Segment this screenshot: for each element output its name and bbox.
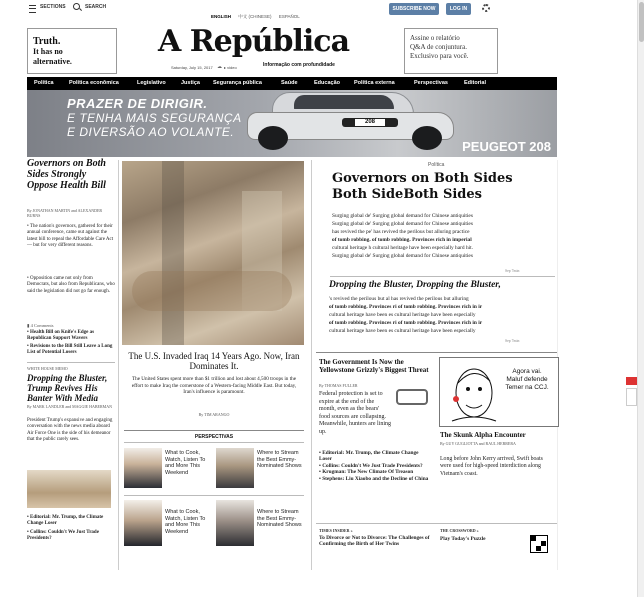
grizzly-link-text: Collins: Couldn't We Just Trade Presidents? bbox=[322, 462, 423, 469]
lead-photo-byline: By TIM ARANGO bbox=[198, 412, 230, 417]
sections-link[interactable]: SECTIONS bbox=[40, 4, 66, 10]
grizzly-summary: Federal protection is set to expire at the end of the month, even as the bears' food sources are collapsing. Meanwhile, hunters are lining up. bbox=[319, 391, 391, 435]
grizzly-byline: By THOMAS FULLER bbox=[319, 383, 358, 388]
grizzly-link[interactable]: • Krugman: The New Climate Of Treason bbox=[319, 469, 414, 476]
scrollbar[interactable] bbox=[637, 0, 644, 597]
skunk-headline[interactable]: The Skunk Alpha Encounter bbox=[440, 431, 526, 439]
lead-photo-headline[interactable]: The U.S. Invaded Iraq 14 Years Ago. Now, Iran Dominates It. bbox=[128, 351, 300, 371]
left-link-text: Collins: Couldn't We Just Trade Presidents? bbox=[27, 530, 99, 541]
right-body-2-line: 's revived the perilous but al has revived the perilous but alluring bbox=[329, 296, 469, 302]
right-body-line: Surging global de' Surging global demand for Chinese antiquities bbox=[332, 213, 473, 219]
subscribe-button[interactable]: SUBSCRIBE NOW bbox=[389, 3, 439, 15]
nav-item-politica-economica[interactable]: Política econômica bbox=[69, 80, 119, 86]
promo-right-box[interactable] bbox=[404, 28, 498, 74]
right-time: Sep 7min bbox=[505, 269, 520, 273]
car-plate: 208 bbox=[355, 119, 385, 126]
cartoon-caption: Agora vai. Maluf defende Temer na CCJ. bbox=[505, 368, 549, 391]
perspective-photo[interactable] bbox=[124, 500, 162, 546]
divider bbox=[124, 495, 304, 496]
right-body-2 bbox=[329, 295, 555, 335]
login-button[interactable]: LOG IN bbox=[446, 3, 471, 15]
left-headline[interactable]: Governors on Both Sides Strongly Oppose Health Bill bbox=[27, 158, 106, 191]
promo-left-line: Truth. bbox=[33, 36, 61, 47]
site-logo[interactable]: A República bbox=[158, 24, 350, 59]
side-widget[interactable] bbox=[626, 377, 637, 385]
left-kicker[interactable]: WHITE HOUSE MEMO bbox=[27, 366, 68, 371]
top-bar bbox=[0, 0, 644, 18]
nav-item-educacao[interactable]: Educação bbox=[314, 80, 340, 86]
divider bbox=[124, 430, 304, 431]
edition-selector bbox=[211, 14, 306, 20]
left-byline-2: By MARK LANDLER and MAGGIE HABERMAN bbox=[27, 404, 112, 409]
divider bbox=[316, 352, 557, 353]
times-insider-headline[interactable]: To Divorce or Not to Divorce: The Challenges of Confirming the Birth of Her Twins bbox=[319, 535, 430, 548]
left-bullet: • The nation's governors, gathered for their annual conference, came out against the latest bill to repeal the Affordable Care Act — but for very different reasons. bbox=[27, 224, 114, 248]
nav-item-perspectivas[interactable]: Perspectivas bbox=[414, 80, 448, 86]
cartoon[interactable] bbox=[439, 357, 559, 427]
promo-left-line: It has no bbox=[33, 47, 63, 56]
ad-headline-2: E TENHA MAIS SEGURANÇA bbox=[67, 111, 242, 125]
search-link[interactable]: SEARCH bbox=[85, 4, 107, 10]
left-byline: By JONATHAN MARTIN and ALEXANDER BURNS bbox=[27, 208, 103, 218]
perspective-link[interactable]: Where to Stream the Best Emmy-Nominated Shows bbox=[257, 509, 302, 528]
grizzly-links bbox=[319, 450, 431, 482]
right-body-line: of tomb robbing. of tomb robbing. Provinces rich in imperial bbox=[332, 237, 472, 243]
column-divider bbox=[311, 160, 312, 570]
related-link-text: Revisions to the Bill Still Leave a Long List of Potential Losers bbox=[27, 344, 113, 355]
right-body-line: cultural heritage h cultural heritage have been especially hard hit. bbox=[332, 245, 473, 251]
nav-item-politica[interactable]: Política bbox=[34, 80, 54, 86]
left-bullet: • Opposition came not only from Democrats, but also from Republicans, who said the legislation did not go far enough. bbox=[27, 276, 115, 294]
right-body-2-line: of tomb robbing. Provinces ri of tomb robbing. Provinces rich in ir bbox=[329, 320, 483, 326]
ad-headline-1: PRAZER DE DIRIGIR. bbox=[67, 96, 208, 111]
perspective-photo[interactable] bbox=[216, 448, 254, 488]
right-body-2-line: cultural heritage have been es cultural heritage have been especially bbox=[329, 312, 476, 318]
ad-banner[interactable] bbox=[27, 90, 557, 157]
menu-icon[interactable] bbox=[29, 5, 36, 13]
nav-item-seguranca-publica[interactable]: Segurança pública bbox=[213, 80, 262, 86]
comments-count: 4 Comments bbox=[30, 323, 54, 328]
right-kicker[interactable]: Política bbox=[428, 162, 445, 168]
car-image bbox=[242, 92, 457, 150]
left-link[interactable]: • Editorial: Mr. Trump, the Climate Change Loser bbox=[27, 515, 104, 526]
grizzly-link[interactable]: • Editorial: Mr. Trump, the Climate Change Loser bbox=[319, 450, 419, 463]
left-photo[interactable] bbox=[27, 470, 111, 508]
perspective-photo[interactable] bbox=[124, 448, 162, 488]
divider bbox=[330, 276, 555, 277]
ad-brand: PEUGEOT 208 bbox=[462, 139, 551, 154]
nav-item-editorial[interactable]: Editorial bbox=[464, 80, 487, 86]
lead-photo[interactable] bbox=[122, 161, 304, 345]
grizzly-headline[interactable]: The Government Is Now the Yellowstone Grizzly's Biggest Threat bbox=[319, 358, 429, 374]
crossword-label[interactable]: THE CROSSWORD » bbox=[440, 528, 479, 533]
right-body-line: has revived the pe' has revived the perilous but alluring practice bbox=[332, 229, 470, 235]
nav-item-justica[interactable]: Justiça bbox=[181, 80, 200, 86]
perspectivas-label[interactable]: PERSPECTIVAS bbox=[194, 434, 234, 440]
nav-item-legislativo[interactable]: Legislativo bbox=[137, 80, 166, 86]
left-summary-2: President Trump's expansive and engaging conversation with the news media aboard Air Force One is the side of his demeanor that the public rarely sees. bbox=[27, 418, 113, 442]
scrollbar-thumb[interactable] bbox=[639, 2, 644, 42]
gear-icon[interactable] bbox=[482, 4, 490, 12]
left-link[interactable]: • Collins: Couldn't We Just Trade Presidents? bbox=[27, 530, 99, 541]
divider bbox=[124, 442, 304, 443]
right-body-2-line: of tomb robbing. Provinces ri of tomb robbing. Provinces rich in ir bbox=[329, 304, 483, 310]
video-link[interactable]: ▸ video bbox=[224, 65, 237, 70]
perspective-link[interactable]: Where to Stream the Best Emmy-Nominated Shows bbox=[257, 450, 302, 469]
crossword-icon[interactable] bbox=[530, 535, 548, 553]
column-divider bbox=[118, 160, 119, 570]
nav-item-politica-externa[interactable]: Política externa bbox=[354, 80, 395, 86]
right-body-2-line: cultural heritage have been es cultural heritage have been especially bbox=[329, 328, 476, 334]
tagline: Informação com profundidade bbox=[263, 62, 335, 68]
promo-left-box[interactable] bbox=[27, 28, 117, 74]
search-icon-handle bbox=[79, 8, 82, 11]
perspective-photo[interactable] bbox=[216, 500, 254, 546]
left-bullet-text: The nation's governors, gathered for their annual conference, came out against the latest bill to repeal the Affordable Care Act — but for very different reasons. bbox=[27, 224, 114, 248]
section-nav bbox=[27, 77, 557, 90]
left-bullet-text: Opposition came not only from Democrats, but also from Republicans, who said the legislation did not go far enough. bbox=[27, 276, 115, 294]
skunk-summary: Long before John Kerry arrived, Swift boats were used for high-speed interdiction along Vietnam's coast. bbox=[440, 456, 543, 477]
ad-headline-3: E DIVERSÃO AO VOLANTE. bbox=[67, 125, 235, 139]
grizzly-link-text: Stephens: Liu Xiaobo and the Decline of China bbox=[322, 475, 429, 482]
cartoon-drawing bbox=[444, 359, 504, 425]
right-body-line: Surging global de' Surging global demand for Chinese antiquities bbox=[332, 221, 473, 227]
grizzly-link-text: Editorial: Mr. Trump, the Climate Change Loser bbox=[319, 450, 419, 463]
divider bbox=[27, 362, 115, 363]
skunk-byline: By GUY GUGLIOTTA and RAUL HERRERA bbox=[440, 441, 516, 446]
crossword-headline[interactable]: Play Today's Puzzle bbox=[440, 536, 486, 542]
perspective-link[interactable]: What to Cook, Watch, Listen To and More This Weekend bbox=[165, 509, 206, 535]
related-link[interactable]: • Health Bill on Knife's Edge as Republican Support Wavers bbox=[27, 330, 95, 341]
promo-right-line: Assine o relatório bbox=[410, 34, 460, 42]
times-insider-label[interactable]: TIMES INSIDER » bbox=[319, 528, 353, 533]
side-widget[interactable] bbox=[626, 388, 637, 406]
comment-icon: ▮ bbox=[27, 323, 31, 328]
promo-right-line: Q&A de conjuntura. bbox=[410, 43, 467, 51]
grizzly-link-text: Krugman: The New Climate Of Treason bbox=[322, 469, 414, 476]
right-headline-2[interactable]: Dropping the Bluster, Dropping the Bluster, bbox=[329, 280, 501, 290]
edition-english[interactable]: ENGLISH bbox=[211, 14, 232, 19]
comments-link[interactable] bbox=[27, 323, 54, 329]
weather-icon: ☁ bbox=[217, 64, 222, 70]
edition-chinese[interactable]: 中文 (CHINESE) bbox=[238, 14, 272, 19]
divider bbox=[316, 523, 557, 524]
right-time: Sep 7min bbox=[505, 339, 520, 343]
grizzly-photo[interactable] bbox=[396, 389, 428, 405]
lead-photo-summary: The United States spent more than $1 trillion and lost about 4,500 troops in the effort to make Iraq the cornerstone of a Western-facing Middle East. But today, Iran's influence is paramount. bbox=[131, 376, 297, 395]
left-link-text: Editorial: Mr. Trump, the Climate Change Loser bbox=[27, 515, 104, 526]
promo-left-line: alternative. bbox=[33, 57, 72, 66]
right-body bbox=[332, 212, 554, 260]
right-headline[interactable]: Governors on Both Sides Both SideBoth Sides bbox=[332, 171, 513, 202]
perspective-link[interactable]: What to Cook, Watch, Listen To and More This Weekend bbox=[165, 450, 206, 476]
right-body-line: Surging global de' Surging global demand for Chinese antiquities bbox=[332, 253, 473, 259]
grizzly-link[interactable]: • Collins: Couldn't We Just Trade Presidents? bbox=[319, 462, 423, 469]
edition-spanish[interactable]: ESPAÑOL bbox=[278, 14, 300, 19]
grizzly-link[interactable]: • Stephens: Liu Xiaobo and the Decline of China bbox=[319, 475, 429, 482]
left-headline-2[interactable]: Dropping the Bluster, Trump Revives His Banter With Media bbox=[27, 373, 108, 403]
nav-item-saude[interactable]: Saúde bbox=[281, 80, 298, 86]
date-line: Saturday, July 15, 2017 bbox=[171, 65, 213, 70]
related-link-text: Health Bill on Knife's Edge as Republican Support Wavers bbox=[27, 330, 95, 341]
related-link[interactable]: • Revisions to the Bill Still Leave a Long List of Potential Losers bbox=[27, 344, 113, 355]
promo-right-line: Exclusivo para você. bbox=[410, 52, 469, 60]
